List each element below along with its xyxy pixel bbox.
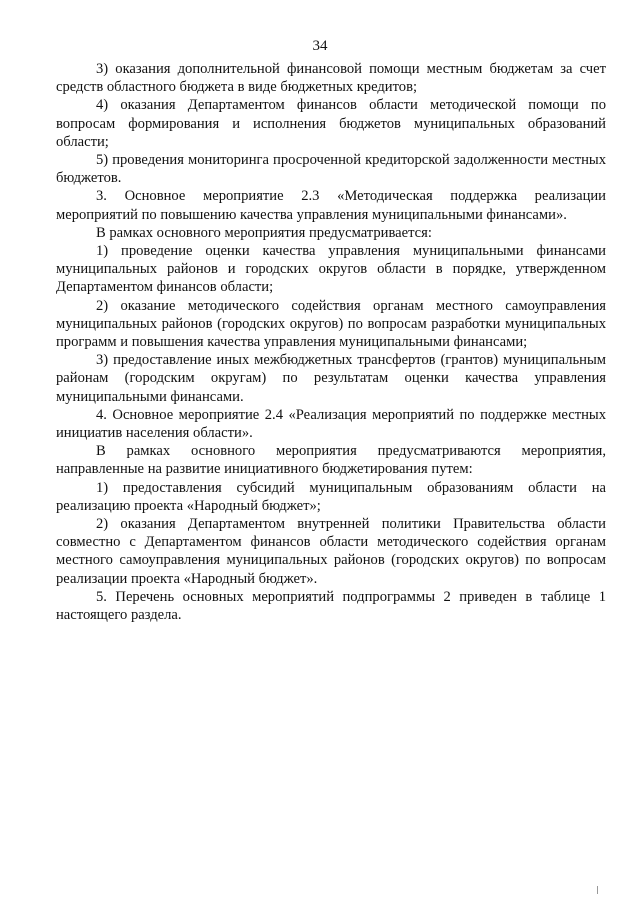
paragraph-measure-2-3-item-2: 2) оказание методического содействия органам местного самоуправления муниципальных районов (городских округов) по вопросам разработки муниципальных программ и повышения качества управления муниципальными финансами; (56, 297, 606, 351)
paragraph-item-4-methodical-help: 4) оказания Департаментом финансов области методической помощи по вопросам формирования и исполнения бюджетов муниципальных образований области; (56, 97, 606, 150)
paragraph-measure-2-4-item-2: 2) оказания Департаментом внутренней политики Правительства области совместно с Департаментом финансов области методического содействия органам местного самоуправления муниципальных районов (городских округов) по вопросам реализации проекта «Народный бюджет». (56, 516, 606, 587)
paragraph-measure-2-3-intro: В рамках основного мероприятия предусматривается: (96, 224, 432, 241)
paragraph-measure-2-3-item-3: 3) предоставление иных межбюджетных трансфертов (грантов) муниципальным районам (городским округам) по результатам оценки качества управления муниципальными финансами. (56, 352, 606, 405)
page-number: 34 (312, 38, 328, 54)
document-body (56, 60, 606, 624)
paragraph-measure-2-3-item-1: 1) проведение оценки качества управления муниципальными финансами муниципальных районов и городских округов области в порядке, утвержденном Департаментом финансов области; (56, 243, 606, 296)
paragraph-item-3-assistance: 3) оказания дополнительной финансовой помощи местным бюджетам за счет средств областного бюджета в виде бюджетных кредитов; (56, 61, 606, 96)
scan-mark (597, 886, 598, 894)
paragraph-item-5-monitoring: 5) проведения мониторинга просроченной кредиторской задолженности местных бюджетов. (56, 152, 606, 187)
paragraph-measure-2-4-intro: В рамках основного мероприятия предусматриваются мероприятия, направленные на развитие инициативного бюджетирования путем: (56, 443, 606, 478)
paragraph-item-5-list-reference: 5. Перечень основных мероприятий подпрограммы 2 приведен в таблице 1 настоящего раздела. (56, 588, 606, 624)
paragraph-measure-2-4: 4. Основное мероприятие 2.4 «Реализация мероприятий по поддержке местных инициатив населения области». (56, 406, 606, 442)
paragraph-measure-2-3: 3. Основное мероприятие 2.3 «Методическая поддержка реализации мероприятий по повышению качества управления муниципальными финансами». (56, 188, 606, 223)
paragraph-measure-2-4-item-1: 1) предоставления субсидий муниципальным образованиям области на реализацию проекта «Народный бюджет»; (56, 479, 606, 514)
